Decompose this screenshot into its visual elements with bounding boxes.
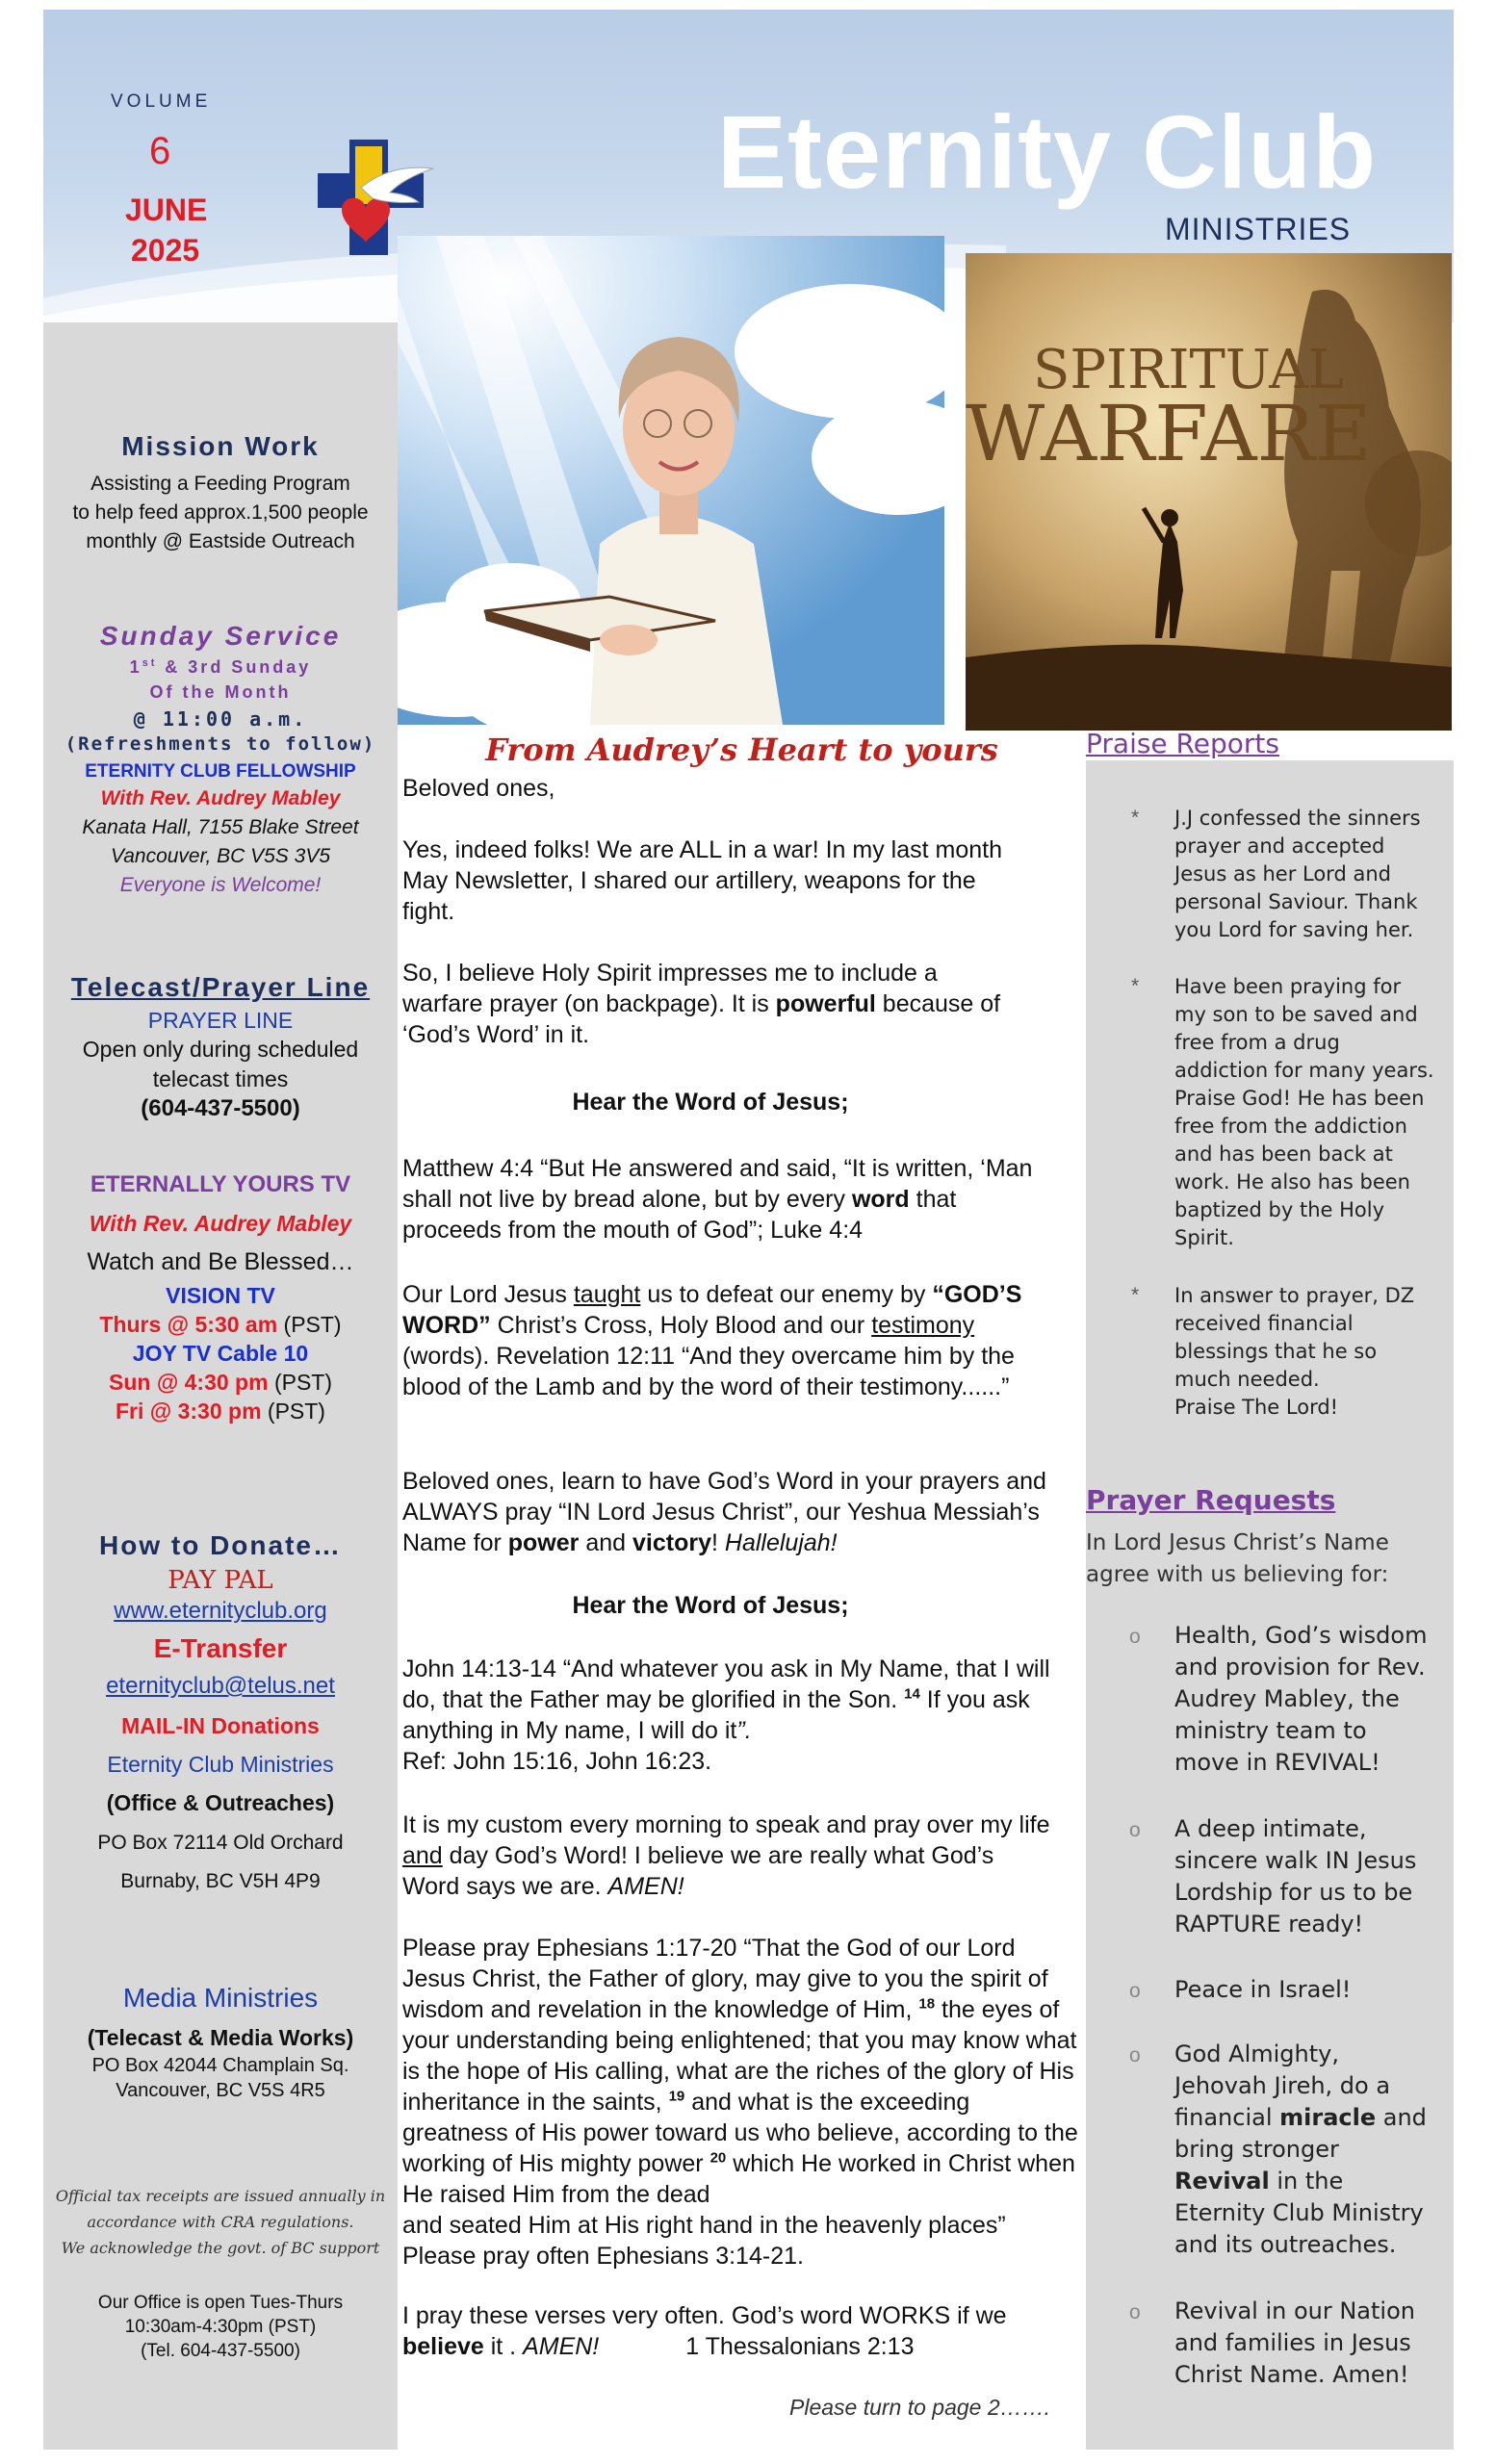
request-item: Peace in Israel!	[1174, 1976, 1352, 2003]
welcome: Everyone is Welcome!	[119, 874, 322, 896]
request-bullet: o	[1129, 2301, 1141, 2323]
request-bullet: o	[1129, 2044, 1141, 2066]
fri-slot	[43, 1399, 398, 1424]
issue-month: JUNE	[125, 192, 208, 227]
donate-title: How to Donate…	[99, 1530, 342, 1560]
thurs-slot	[43, 1312, 398, 1338]
sunday-line1-sup: st	[142, 657, 158, 669]
requests-title: Prayer Requests	[1086, 1484, 1336, 1516]
media-sub: (Telecast & Media Works)	[87, 2025, 354, 2050]
website-link[interactable]: www.eternityclub.org	[114, 1598, 327, 1624]
phone: (604-437-5500)	[141, 1095, 300, 1121]
prayer-line: PRAYER LINE	[147, 1008, 294, 1033]
paragraph-1: Yes, indeed folks! We are ALL in a war! In my last month May Newsletter, I shared our artillery, weapons for the fight.	[402, 836, 1003, 925]
office-hours: 10:30am-4:30pm (PST)	[124, 2317, 317, 2337]
praise-item: In answer to prayer, DZ received financial blessings that he so much needed.	[1174, 1284, 1415, 1391]
sunday-line1-rest: & 3rd Sunday	[157, 657, 312, 677]
paragraph-4: Our Lord Jesus taught us to defeat our enemy by “GOD’S WORD” Christ’s Cross, Holy Blood and our testimony (words). Revelation 12:11 “And they overcame him by the blood of the Lamb and by the word of their testimony......”	[402, 1281, 1022, 1400]
open-only-1: Open only during scheduled	[82, 1037, 359, 1062]
praise-bullet: *	[1131, 975, 1140, 997]
paragraph-5: Beloved ones, learn to have God’s Word in your prayers and ALWAYS pray “IN Lord Jesus Christ”, our Yeshua Messiah’s Name for power and victory! Hallelujah!	[402, 1468, 1046, 1556]
praise-item: Have been praying for my son to be saved and free from a drug addiction for many years. Praise God! He has been free from the addiction and has been back at work. He also has been baptized by the Holy Spirit.	[1174, 975, 1434, 1249]
request-item: A deep intimate, sincere walk IN Jesus Lordship for us to be RAPTURE ready!	[1174, 1815, 1417, 1938]
requests-intro: In Lord Jesus Christ’s Name agree with us believing for:	[1086, 1530, 1389, 1587]
media-po: PO Box 42044 Champlain Sq.	[91, 2055, 349, 2076]
paragraph-8: Please pray Ephesians 1:17-20 “That the God of our Lord Jesus Christ, the Father of glory, may give to you the spirit of wisdom and revelation in the knowledge of Him, $^{18}$ the eyes of your understanding being enlightened; that you may know what is the hope of His calling, what are the riches of the glory of His inheritance in the saints, $^{19}$ and what is the exceeding greatness of His power toward us who believe, according to the working of His mighty power $^{20}$ which He worked in Christ when He raised Him from the dead and seated Him at His right hand in the heavenly places” Please pray often Ephesians 3:14-21.	[402, 1935, 1078, 2270]
request-item: God Almighty, Jehovah Jireh, do a financial miracle and bring stronger Revival in the Eternity Club Ministry and its outreaches.	[1174, 2040, 1427, 2258]
hall-address: Kanata Hall, 7155 Blake Street	[82, 816, 359, 838]
po-box: PO Box 72114 Old Orchard	[97, 1832, 344, 1854]
sunday-time: @ 11:00 a.m.	[133, 707, 308, 731]
sunday-title: Sunday Service	[99, 621, 342, 651]
email-link[interactable]: eternityclub@telus.net	[106, 1673, 335, 1699]
praise-title: Praise Reports	[1086, 728, 1279, 759]
turn-page-note: Please turn to page 2…….	[789, 2395, 1051, 2420]
hear-word-2: Hear the Word of Jesus;	[572, 1592, 849, 1619]
watch-blessed: Watch and Be Blessed…	[87, 1248, 354, 1275]
request-bullet: o	[1129, 1980, 1141, 2002]
thurs-time: Thurs @ 5:30 am	[99, 1312, 278, 1337]
volume-number: 6	[149, 130, 171, 172]
issue-year: 2025	[131, 233, 200, 268]
praise-bullet: *	[1131, 1284, 1140, 1306]
tax-line: accordance with CRA regulations.	[87, 2213, 354, 2231]
ecm-name: Eternity Club Ministries	[107, 1752, 334, 1777]
sunday-line1: 1	[129, 657, 142, 677]
paragraph-3: Matthew 4:4 “But He answered and said, “It is written, ‘Man shall not live by bread alone, but by every word that proceeds from the mouth of God”; Luke 4:4	[402, 1155, 1033, 1244]
request-bullet: o	[1129, 1819, 1141, 1841]
etransfer: E-Transfer	[153, 1633, 288, 1663]
office-hours-block	[43, 2291, 398, 2363]
pst: (PST)	[268, 1370, 333, 1395]
praise-item: Praise The Lord!	[1174, 1396, 1339, 1419]
sunday-refresh: (Refreshments to follow)	[64, 733, 376, 755]
mission-title: Mission Work	[121, 431, 320, 461]
paragraph-6: John 14:13-14 “And whatever you ask in My Name, that I will do, that the Father may be glorified in the Son. $^{14}$ If you ask anything in My name, I will do it”. Ref: John 15:16, John 16:23.	[402, 1656, 1050, 1775]
tv-title: ETERNALLY YOURS TV	[90, 1171, 351, 1197]
sunday-line2: Of the Month	[149, 682, 292, 702]
media-city: Vancouver, BC V5S 4R5	[116, 2080, 325, 2101]
vision-tv: VISION TV	[166, 1283, 275, 1308]
hear-word-1: Hear the Word of Jesus;	[572, 1089, 849, 1116]
request-item: Revival in our Nation and families in Jesus Christ Name. Amen!	[1174, 2297, 1415, 2388]
mission-line: Assisting a Feeding Program	[90, 473, 350, 495]
newsletter-title: Eternity Club	[717, 93, 1378, 210]
praise-bullet: *	[1131, 807, 1140, 829]
request-item: Health, God’s wisdom and provision for Rev. Audrey Mabley, the ministry team to move in REVIVAL!	[1174, 1622, 1428, 1776]
sun-time: Sun @ 4:30 pm	[108, 1370, 269, 1395]
mission-line: monthly @ Eastside Outreach	[86, 530, 355, 552]
office-open: Our Office is open Tues-Thurs	[97, 2293, 344, 2313]
volume-label: VOLUME	[111, 91, 212, 112]
paragraph-2: So, I believe Holy Spirit impresses me to include a warfare prayer (on backpage). It is powerful because of ‘God’s Word’ in it.	[402, 960, 1001, 1048]
warfare-image-text-1: SPIRITUAL	[1033, 339, 1344, 401]
fri-time: Fri @ 3:30 pm	[116, 1399, 262, 1424]
open-only-2: telecast times	[152, 1066, 289, 1091]
mission-text	[43, 470, 398, 556]
hall-city: Vancouver, BC V5S 3V5	[110, 845, 331, 867]
telecast-title: Telecast/Prayer Line	[70, 972, 371, 1002]
mailin-title: MAIL-IN Donations	[121, 1713, 320, 1738]
pst: (PST)	[261, 1399, 325, 1424]
newsletter-subtitle: MINISTRIES	[1165, 212, 1352, 246]
tv-with-rev: With Rev. Audrey Mabley	[89, 1211, 352, 1236]
spiritual-warfare-image	[966, 253, 1452, 731]
office-outreach: (Office & Outreaches)	[106, 1790, 335, 1815]
tax-note	[43, 2183, 398, 2261]
tax-line: We acknowledge the govt. of BC support	[61, 2239, 380, 2257]
request-bullet: o	[1129, 1626, 1141, 1648]
paragraph-9: I pray these verses very often. God’s word WORKS if we believe it . AMEN! 1 Thessalonians 2:13	[402, 2302, 1007, 2360]
pst: (PST)	[277, 1312, 342, 1337]
article-heading: From Audrey’s Heart to yours	[485, 732, 998, 768]
warfare-image-text-2: WARFARE	[966, 389, 1372, 478]
portrait-image	[398, 236, 944, 725]
sun-slot	[43, 1370, 398, 1396]
with-rev: With Rev. Audrey Mabley	[100, 787, 341, 809]
media-title: Media Ministries	[122, 1983, 319, 2013]
paragraph-7: It is my custom every morning to speak and pray over my life and day God’s Word! I believe we are really what God’s Word says we are. AMEN!	[402, 1811, 1050, 1900]
joy-tv: JOY TV Cable 10	[132, 1341, 309, 1366]
paypal: PAY PAL	[168, 1566, 273, 1595]
fellowship: ETERNITY CLUB FELLOWSHIP	[85, 761, 356, 782]
sunday-schedule	[43, 654, 398, 705]
greeting: Beloved ones,	[402, 775, 555, 802]
mission-line: to help feed approx.1,500 people	[72, 501, 369, 524]
burnaby: Burnaby, BC V5H 4P9	[120, 1870, 321, 1892]
office-tel: (Tel. 604-437-5500)	[141, 2341, 300, 2361]
praise-item: J.J confessed the sinners prayer and accepted Jesus as her Lord and personal Saviour. Thank you Lord for saving her.	[1174, 807, 1421, 941]
tax-line: Official tax receipts are issued annually in	[55, 2187, 386, 2205]
